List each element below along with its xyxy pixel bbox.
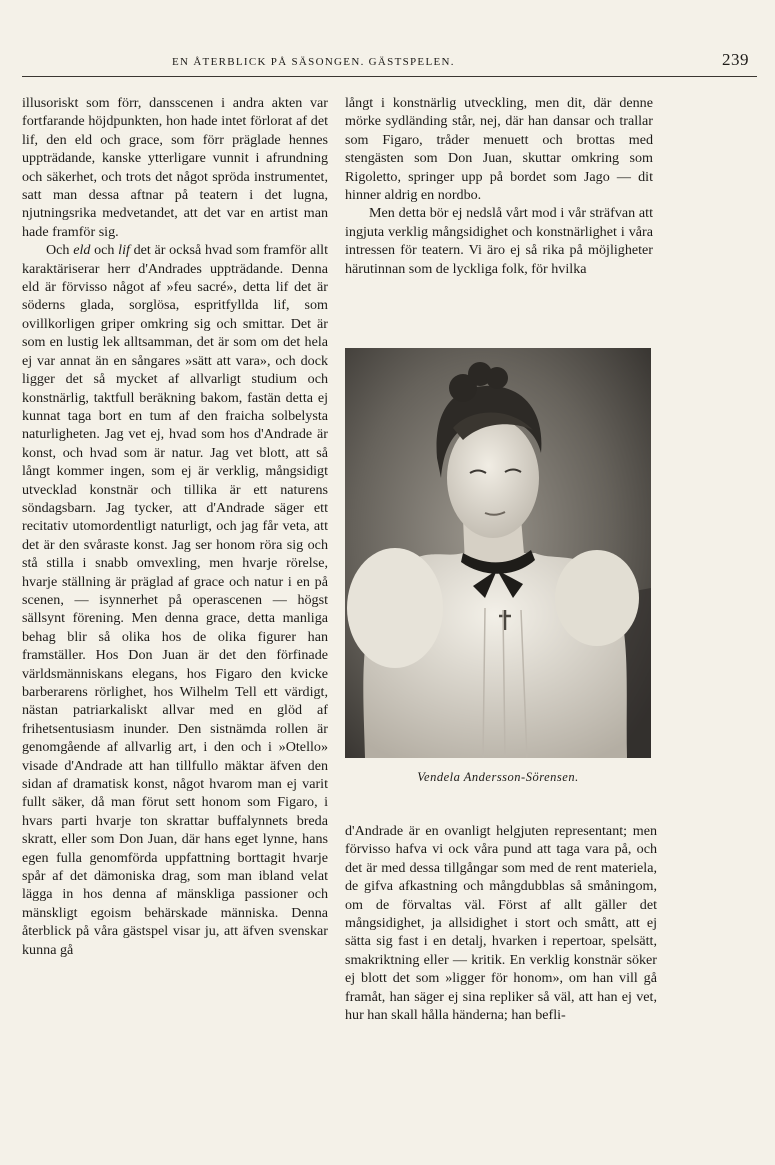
right-paragraph-2: Men detta bör ej nedslå vårt mod i vår sträfvan att ingjuta verklig mångsidighet och konstnärlighet i våra intressen för teatern. Vi äro ej så rika på möjligheter härutinnan som de lyckliga folk, för hvilka — [345, 205, 653, 277]
right-paragraph-1: långt i konstnärlig utveckling, men dit, där denne mörke sydländing står, nej, där han dansar och trallar som Figaro, tråder menuett och brottas med stengästen som Don Juan, skuttar omkring som Rigoletto, springer upp på bordet som Jago — dit hinner aldrig en nordbo. — [345, 95, 653, 204]
right-column-bottom — [345, 822, 657, 1024]
left-paragraph-2-conj: och — [90, 242, 119, 259]
portrait-photograph — [345, 348, 651, 758]
left-paragraph-2-start: Och — [46, 242, 74, 259]
left-sleeve — [347, 548, 443, 668]
emphasis-eld: eld — [73, 242, 91, 259]
hair-bun-3 — [486, 367, 508, 389]
left-column — [22, 94, 328, 959]
running-head-title: EN ÅTERBLICK PÅ SÄSONGEN. GÄSTSPELEN. — [172, 56, 455, 68]
running-header — [22, 50, 757, 77]
emphasis-lif: lif — [118, 242, 130, 259]
figure-caption: Vendela Andersson-Sörensen. — [417, 770, 579, 784]
portrait-illustration — [345, 348, 651, 758]
page-number: 239 — [722, 50, 749, 69]
right-paragraph-3: d'Andrade är en ovanligt helgjuten representant; men förvisso hafva vi ock våra pund att taga vara på, och det är med dessa tillgångar som med de rent materiela, de gifva afkastning och mångdubblas så småningom, om de förvaltas väl. Först af allt gäller det mångsidighet, ja allsidighet i stort och smått, att ej sätta sig fast i en detalj, hvarken i repertoar, spelsätt, smakriktning eller — kritik. En verklig konstnär söker ej blott det som »ligger för honom», om han vill gå framåt, han säger ej sina repliker så väl, att han ej vet, hur han skall hålla händerna; han befli- — [345, 823, 657, 1024]
left-paragraph-2-body: det är också hvad som framför allt karaktäriserar herr d'Andrades uppträdande. Denna eld är förvisso något af »feu sacré», detta lif det är söderns glada, sorglösa, espritfyllda lif, som ovillkorligen griper omkring sig och smittar. Det är som en lustig lek alltsamman, det är som om det hela ej var annat än en sångares »sätt att vara», och dock ligger det så mycket af allvarligt studium och konstnärlig, taktfull beräkning bakom, fastän detta ej kunnat taga bort en tum af den fraicha solbelysta naturligheten. Jag vet ej, hvad som hos d'Andrade är konst, och hvad som är natur. Jag vet blott, att så långt kommer ingen, som ej är verklig, mångsidigt utvecklad konstnär och tillika är ett naturens söndagsbarn. Jag tycker, att d'Andrade säger ett recitativ utomordentligt naturligt, och jag får veta, att det är den svåraste konst. Jag ser honom röra sig och stå stilla i snabb omvexling, men hvarje rörelse, hvarje ställning är präglad af grace och natur i en på scenen, — isynnerhet på operascenen — högst sällsynt förening. Men denna grace, detta manliga behag blir så olika hos de olika figurer han framställer. Hos Don Juan är det den förfinade världsmänniskans elegans, hos Figaro den kvicke barberarens rörlighet, hos Wilhelm Tell ett värdigt, nästan patriarkaliskt allvar med en glöd af frihetsentusiasm inunder. Den sistnämda rollen är genomgående af allvarlig art, i den och i »Otello» visade d'Andrade att han tillfullo mäktar äfven den sidan af dramatisk konst, något hvarom man ej varit fullt säker, då man förut sett honom som Figaro, i hvars parti hvarje ton skrattar buffalynnets breda skratt, eller som Don Juan, där hans eget lynne, hans egen fulla genomförda uppfattning borttagit hvarje spår af det dämoniska drag, som man ibland velat lägga in hos denna af mänskliga passioner och mänskligt egoism behärskade människa. Denna återblick på våra gästspel visar ju, att äfven svenskar kunna gå — [22, 242, 328, 958]
left-paragraph-2 — [22, 241, 328, 959]
left-paragraph-1: illusoriskt som förr, dansscenen i andra akten var fortfarande höjdpunkten, hon hade intet förlorat af det lif, den eld och grace, som förr präglade hennes uppträdande, kanske ytterligare vunnit i afrundning och säkerhet, och trots det något spröda instrumentet, satt man dessa aftnar på teatern i det lugna, njutningsrika medvetandet, att det var en artist man hade framför sig. — [22, 95, 328, 240]
right-sleeve — [555, 550, 639, 646]
right-column-top — [345, 94, 653, 278]
